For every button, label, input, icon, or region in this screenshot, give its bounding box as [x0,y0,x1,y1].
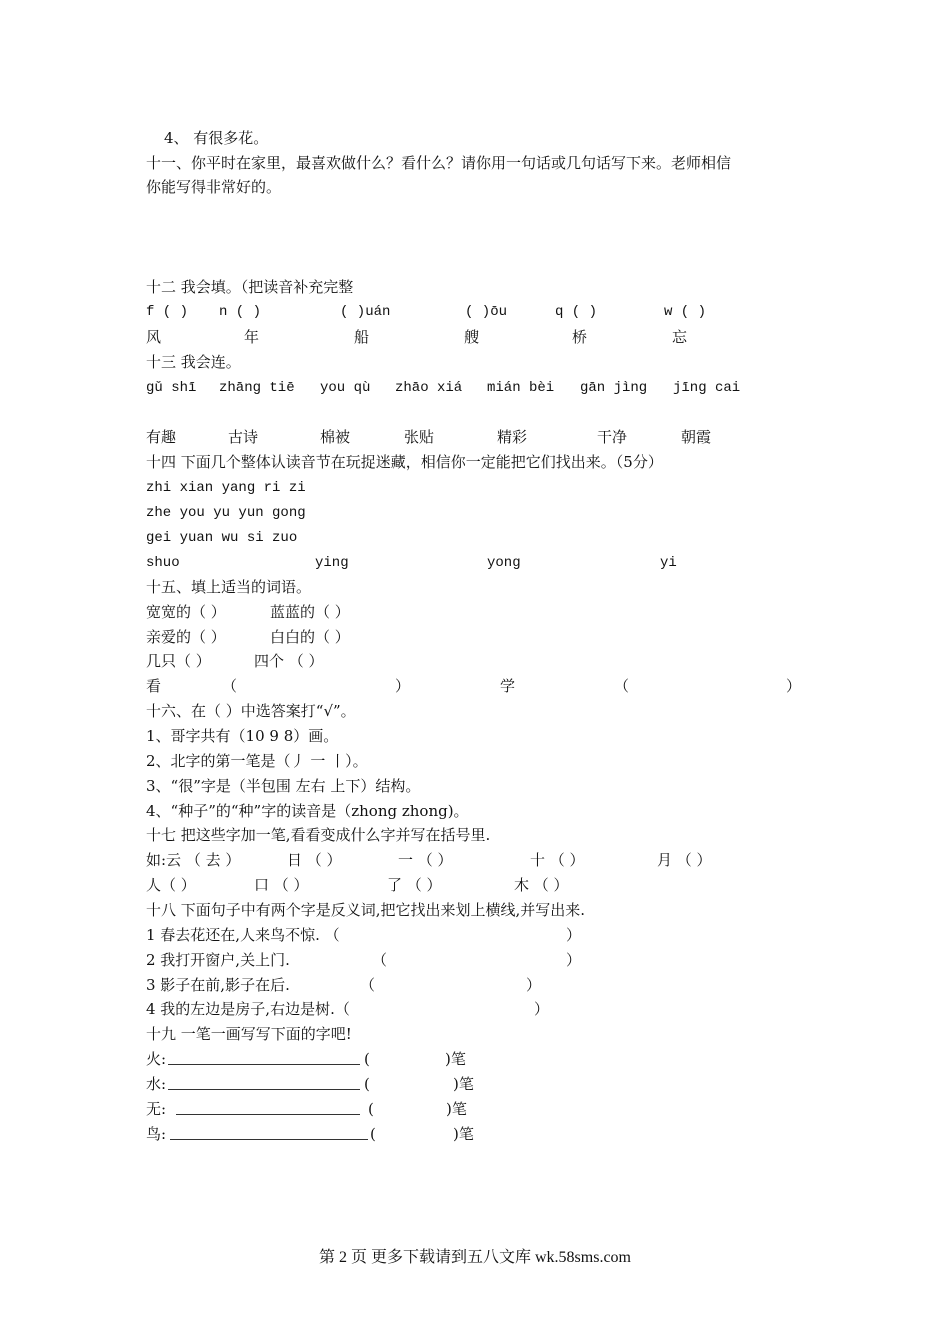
q19-char: 火: [146,1050,167,1068]
q16-item-3: 3、“很”字是（半包围 左右 上下）结构。 [146,777,421,795]
q12-pinyin: f ( ) [146,304,189,320]
q12-char: 艘 [464,328,480,346]
q14-row-3: gei yuan wu si zuo [146,530,298,546]
q19-open-paren: ( [364,1050,370,1068]
q18-item [0,950,950,970]
q18-close-paren: ） [566,926,582,944]
q15-row [0,627,950,647]
q12-char: 忘 [672,328,688,346]
q15-cell: 看 [146,677,162,695]
q19-char: 鸟: [146,1125,167,1143]
q15-cell: 白白的（ ） [270,628,350,646]
q13-word: 张贴 [404,428,435,446]
q18-sentence: 2 我打开窗户,关上门. [146,951,290,969]
q12-char: 年 [244,328,260,346]
q19-char: 水: [146,1075,167,1093]
q13-pinyin: gān jìng [580,380,648,396]
q17-cell: 口 （ ） [254,876,309,894]
q14-row-2: zhe you yu yun gong [146,505,306,521]
q12-pinyin: w ( ) [664,304,707,320]
q13-pinyin: you qù [320,380,371,396]
question-12-title: 十二 我会填。（把读音补充完整 [146,278,354,296]
q15-cell: ） [786,677,802,695]
q19-close-paren: )笔 [446,1100,467,1118]
q18-sentence: 1 春去花还在,人来鸟不惊. （ [146,926,340,944]
q12-pinyin: q ( ) [555,304,598,320]
q15-row-4 [0,676,950,696]
q19-answer-line[interactable] [168,1075,360,1090]
q19-open-paren: ( [368,1100,374,1118]
q17-cell: 了 （ ） [387,876,442,894]
q14-syllable: yi [660,555,677,571]
q18-open-paren: （ [360,976,376,994]
q17-cell: 人（ ） [146,876,196,894]
q18-item [0,999,950,1019]
question-14-title: 十四 下面几个整体认读音节在玩捉迷藏，相信你一定能把它们找出来。（5分） [146,453,663,471]
q12-chars-row [0,327,950,347]
q17-cell: 日 （ ） [287,851,342,869]
q12-pinyin: ( )ōu [465,304,508,320]
q14-syllable: shuo [146,555,180,571]
q12-char: 风 [146,328,162,346]
q18-item [0,925,950,945]
q13-word: 古诗 [228,428,259,446]
q17-row-2 [0,875,950,895]
q13-word: 干净 [597,428,628,446]
q19-open-paren: ( [364,1075,370,1093]
q12-char: 船 [354,328,370,346]
q15-cell: 几只（ ） [146,652,211,670]
q18-item [0,975,950,995]
q19-open-paren: ( [370,1125,376,1143]
q14-row-4 [0,553,950,573]
q19-close-paren: )笔 [445,1050,466,1068]
q12-char: 桥 [572,328,588,346]
q19-answer-line[interactable] [176,1100,360,1115]
q13-pinyin-row [0,378,950,398]
q14-syllable: ying [315,555,349,571]
q19-answer-line[interactable] [170,1125,368,1140]
q15-cell: （ [222,677,238,695]
q14-row-1: zhi xian yang ri zi [146,480,306,496]
q19-item [0,1074,950,1094]
question-17-title: 十七 把这些字加一笔,看看变成什么字并写在括号里. [146,826,491,844]
q17-cell: 一 （ ） [398,851,453,869]
q17-cell: 如:云 （ 去 ） [146,851,241,869]
q15-cell: 四个 （ ） [254,652,324,670]
question-16-title: 十六、在（ ）中选答案打“√”。 [146,702,356,720]
question-15-title: 十五、填上适当的词语。 [146,578,312,596]
q16-item-1: 1、哥字共有（10 9 8）画。 [146,727,339,745]
q15-cell: （ [614,677,630,695]
q18-open-paren: （ [372,951,388,969]
q12-pinyin-row [0,302,950,322]
q18-close-paren: ） [526,976,542,994]
q17-row-1 [0,850,950,870]
q15-cell: 宽宽的（ ） [146,603,226,621]
q13-word: 朝霞 [681,428,712,446]
question-13-title: 十三 我会连。 [146,353,241,371]
q13-pinyin: zhāng tiē [219,380,295,396]
q13-pinyin: zhāo xiá [395,380,463,396]
item-4-flowers: 4、 有很多花。 [164,129,269,147]
q18-close-paren: ） [566,951,582,969]
q15-row [0,651,950,671]
q19-char: 无: [146,1100,167,1118]
q15-cell: 蓝蓝的（ ） [270,603,350,621]
q19-answer-line[interactable] [168,1050,360,1065]
q12-pinyin: n ( ) [219,304,262,320]
q13-words-row [0,427,950,447]
q17-cell: 月 （ ） [657,851,712,869]
q19-item [0,1049,950,1069]
q13-pinyin: gǔ shī [146,380,197,396]
q16-item-2: 2、北字的第一笔是（丿 一 丨）。 [146,752,368,770]
q13-word: 有趣 [146,428,177,446]
q16-item-4: 4、“种子”的“种”字的读音是（zhong zhong)。 [146,802,469,820]
q19-item [0,1099,950,1119]
q13-pinyin: jīng cai [673,380,741,396]
q13-pinyin: mián bèi [487,380,555,396]
q17-cell: 十 （ ） [530,851,585,869]
q18-sentence: 3 影子在前,影子在后. [146,976,290,994]
q14-syllable: yong [487,555,521,571]
q13-word: 精彩 [497,428,528,446]
q15-cell: ） [395,677,411,695]
question-11-line-2: 你能写得非常好的。 [146,178,282,196]
q19-item [0,1124,950,1144]
q19-close-paren: )笔 [453,1125,474,1143]
q18-close-paren: ） [534,1000,550,1018]
question-11-line-1: 十一、你平时在家里，最喜欢做什么？看什么？请你用一句话或几句话写下来。老师相信 [146,154,732,172]
q15-cell: 亲爱的（ ） [146,628,226,646]
page-footer: 第 2 页 更多下载请到五八文库 wk.58sms.com [318,1249,631,1266]
q17-cell: 木 （ ） [514,876,569,894]
question-19-title: 十九 一笔一画写写下面的字吧! [146,1025,352,1043]
q12-pinyin: ( )uán [340,304,391,320]
q15-cell: 学 [500,677,516,695]
q18-sentence: 4 我的左边是房子,右边是树.（ [146,1000,350,1018]
q19-close-paren: )笔 [453,1075,474,1093]
question-18-title: 十八 下面句子中有两个字是反义词,把它找出来划上横线,并写出来. [146,901,586,919]
q15-row [0,602,950,622]
q13-word: 棉被 [320,428,351,446]
